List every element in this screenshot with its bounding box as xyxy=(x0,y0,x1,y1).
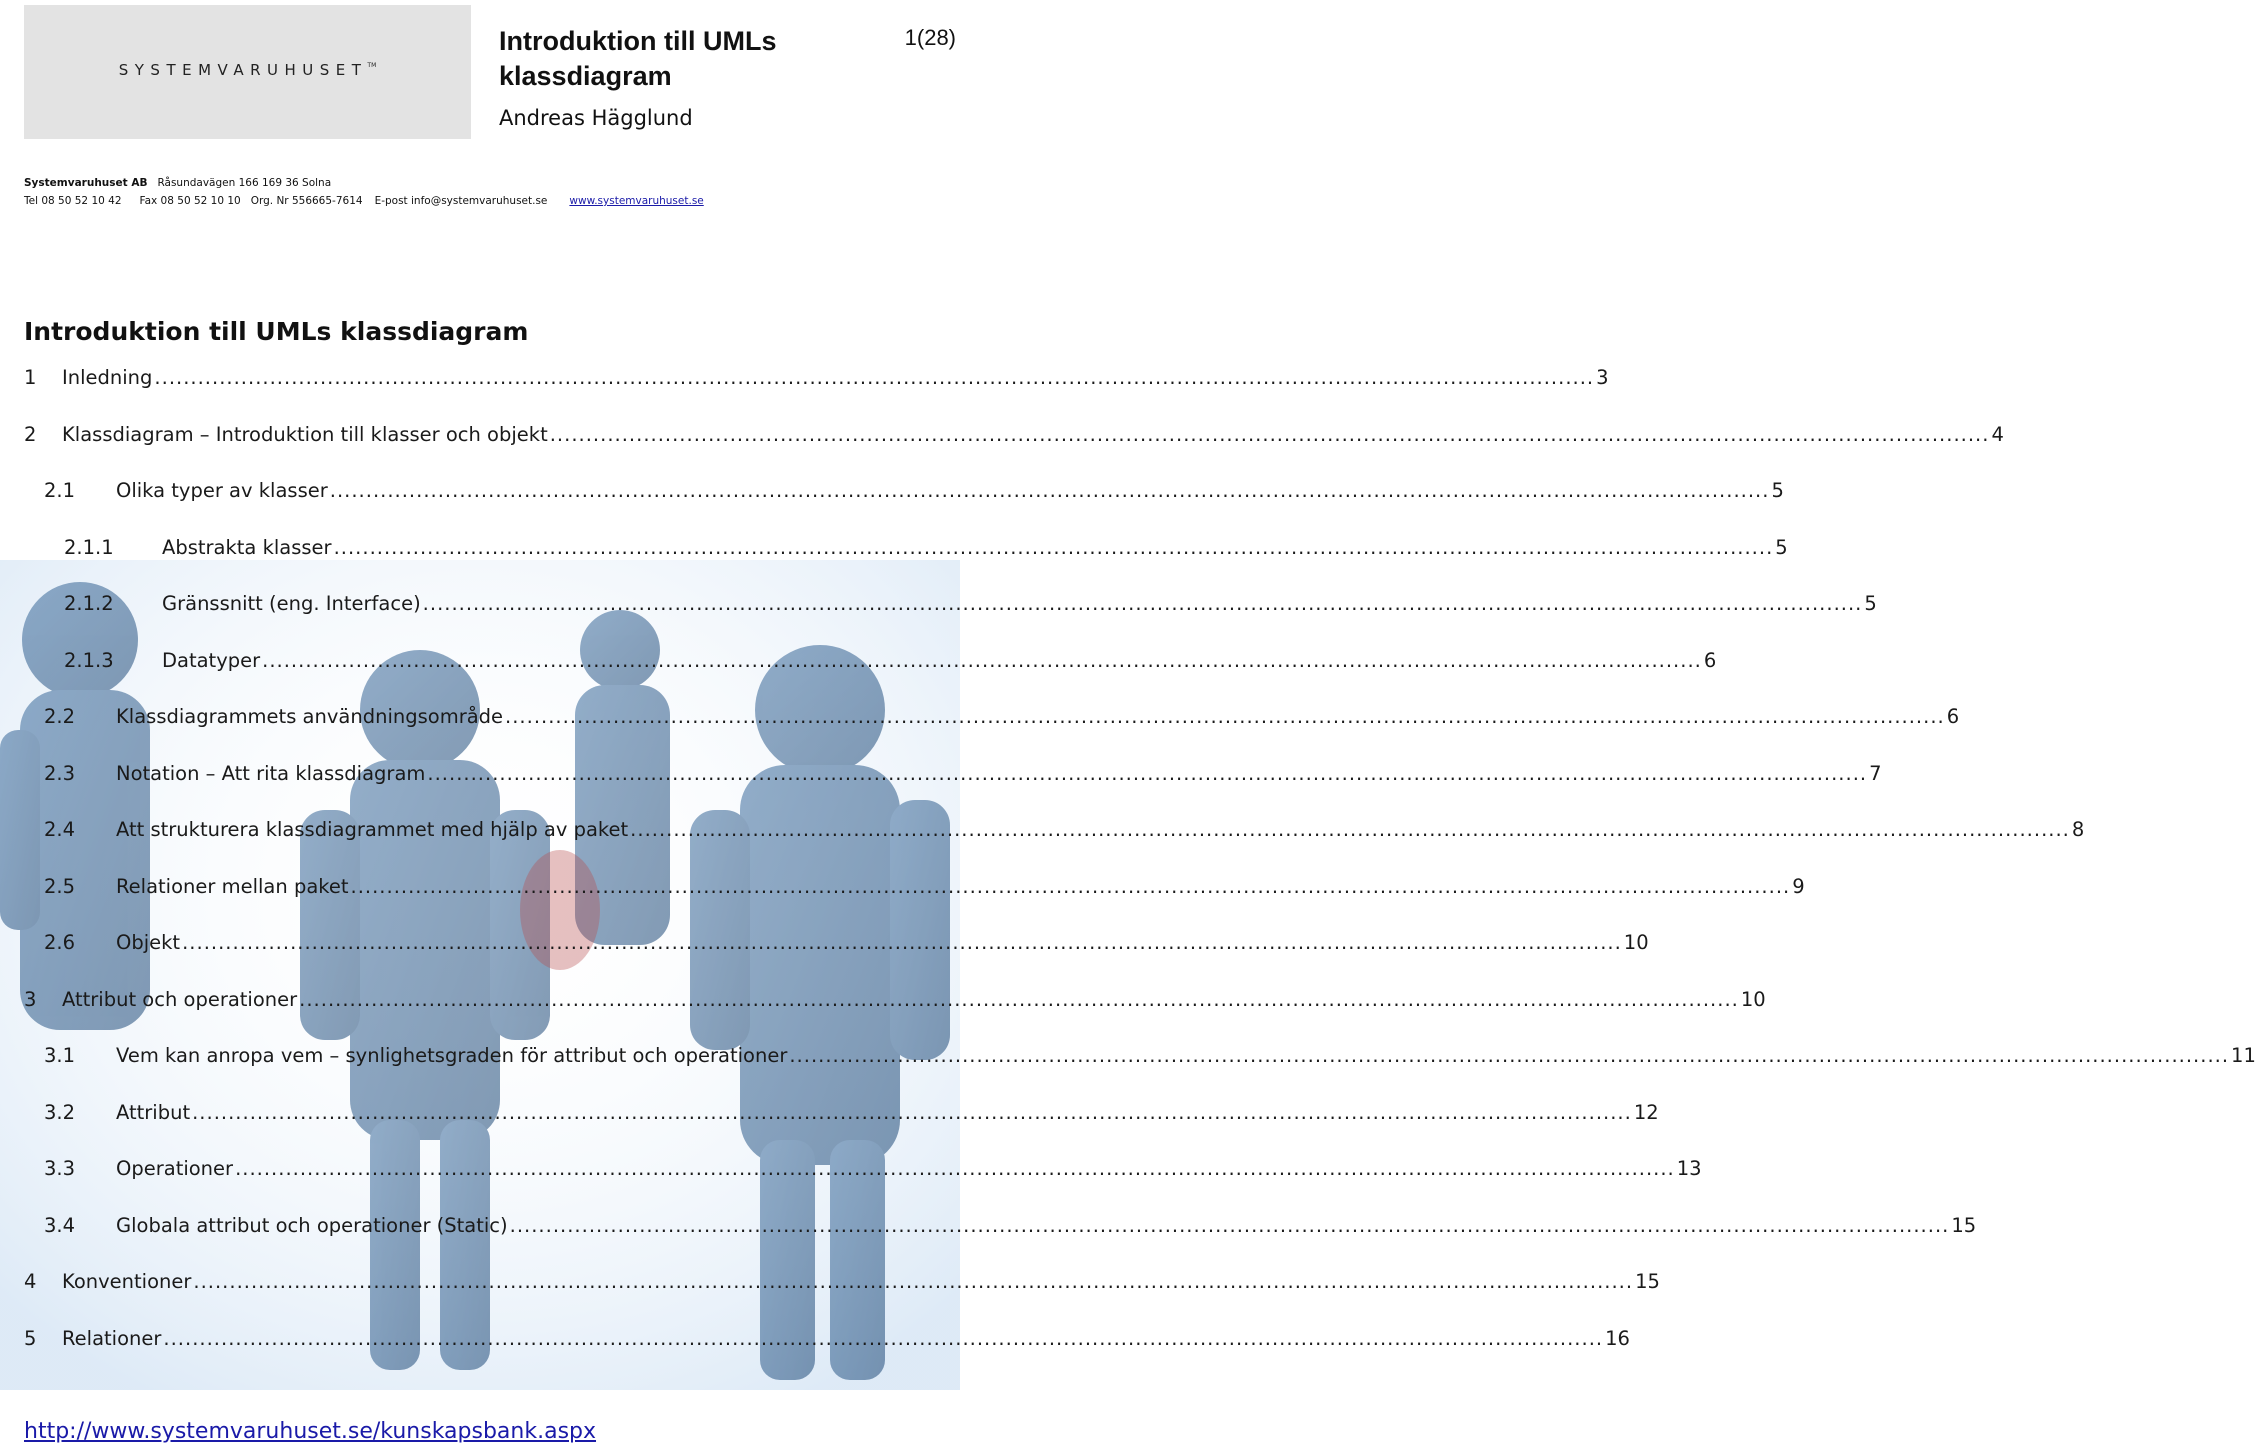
toc-entry[interactable] xyxy=(44,1044,2256,1074)
toc-entry[interactable] xyxy=(64,649,1717,679)
toc-entry-number: 2.4 xyxy=(44,818,76,841)
logo-wordmark: SYSTEMVARUHUSET xyxy=(118,61,368,79)
telephone: Tel 08 50 52 10 42 xyxy=(24,195,122,207)
toc-entry-page: 15 xyxy=(1951,1214,1977,1237)
company-name: Systemvaruhuset AB xyxy=(24,177,148,189)
toc-entry-number: 2.1 xyxy=(44,479,76,502)
toc-entry-page: 15 xyxy=(1635,1270,1660,1293)
toc-entry-number: 3.2 xyxy=(44,1101,76,1124)
toc-entry-number: 2.1.1 xyxy=(64,536,114,559)
toc-entry-title: Olika typer av klasser xyxy=(116,479,328,502)
contact-row-details xyxy=(24,192,704,210)
toc-entry-title: Attribut och operationer xyxy=(62,988,298,1011)
toc-entry[interactable] xyxy=(24,988,1766,1018)
toc-entry-title: Relationer xyxy=(62,1327,162,1350)
toc-entry-title: Globala attribut och operationer (Static) xyxy=(116,1214,508,1237)
toc-entry-number: 2.2 xyxy=(44,705,76,728)
toc-entry-number: 2.1.3 xyxy=(64,649,114,672)
toc-entry-page: 7 xyxy=(1869,762,1882,785)
toc-entry-page: 6 xyxy=(1703,649,1717,672)
toc-entry-title: Datatyper xyxy=(162,649,261,672)
document-title: Introduktion till UMLs klassdiagram xyxy=(499,26,777,91)
toc-leader-dots: ........................................................................................................................................................................................................ xyxy=(509,1214,1950,1237)
toc-entry-title: Relationer mellan paket xyxy=(116,875,349,898)
toc-entry[interactable] xyxy=(24,423,2004,453)
toc-leader-dots: ........................................................................................................................................................................................................ xyxy=(235,1157,1675,1180)
toc-entry-title: Notation – Att rita klassdiagram xyxy=(116,762,426,785)
email: E-post info@systemvaruhuset.se xyxy=(374,195,548,207)
toc-entry-number: 3.1 xyxy=(44,1044,76,1067)
toc-entry-page: 5 xyxy=(1771,479,1784,502)
toc-entry-title: Vem kan anropa vem – synlighetsgraden för attribut och operationer xyxy=(116,1044,788,1067)
toc-entry-page: 16 xyxy=(1605,1327,1630,1350)
toc-entry-title: Operationer xyxy=(116,1157,234,1180)
toc-entry-page: 9 xyxy=(1792,875,1805,898)
toc-leader-dots: ........................................................................................................................................................................................................ xyxy=(630,818,2070,841)
footer-link[interactable]: http://www.systemvaruhuset.se/kunskapsbank.aspx xyxy=(24,1419,597,1444)
toc-entry-number: 2.5 xyxy=(44,875,76,898)
toc-entry-number: 3 xyxy=(24,988,37,1011)
page-number: 1(28) xyxy=(904,25,956,50)
website-link[interactable]: www.systemvaruhuset.se xyxy=(569,195,704,207)
toc-entry[interactable] xyxy=(44,1157,1702,1187)
toc-entry-title: Gränssnitt (eng. Interface) xyxy=(162,592,421,615)
toc-entry[interactable] xyxy=(44,818,2085,848)
toc-entry-title: Konventioner xyxy=(62,1270,192,1293)
toc-leader-dots: ........................................................................................................................................................................................................ xyxy=(505,705,1945,728)
toc-entry-number: 2.6 xyxy=(44,931,76,954)
toc-entry-number: 2.3 xyxy=(44,762,76,785)
toc-heading: Introduktion till UMLs klassdiagram xyxy=(24,317,529,346)
toc-entry-page: 10 xyxy=(1740,988,1766,1011)
toc-leader-dots: ........................................................................................................................................................................................................ xyxy=(299,988,1739,1011)
toc-entry[interactable] xyxy=(44,875,1805,905)
toc-entry-number: 1 xyxy=(24,366,37,389)
toc-entry-page: 3 xyxy=(1596,366,1609,389)
toc-leader-dots: ........................................................................................................................................................................................................ xyxy=(192,1101,1632,1124)
toc-entry-number: 2.1.2 xyxy=(64,592,114,615)
toc-leader-dots: ........................................................................................................................................................................................................ xyxy=(329,479,1770,502)
toc-entry-page: 6 xyxy=(1946,705,1960,728)
company-logo xyxy=(24,5,471,139)
toc-leader-dots: ........................................................................................................................................................................................................ xyxy=(549,423,1990,446)
toc-leader-dots: ........................................................................................................................................................................................................ xyxy=(163,1327,1604,1350)
toc-entry-number: 4 xyxy=(24,1270,37,1293)
toc-leader-dots: ........................................................................................................................................................................................................ xyxy=(262,649,1702,672)
toc-entry-title: Att strukturera klassdiagrammet med hjälp av paket xyxy=(116,818,629,841)
toc-entry[interactable] xyxy=(44,762,1882,792)
toc-entry[interactable] xyxy=(64,592,1877,622)
toc-entry-title: Inledning xyxy=(62,366,153,389)
toc-entry[interactable] xyxy=(44,479,1784,509)
background-illustration xyxy=(0,560,960,1390)
toc-entry-title: Klassdiagrammets användningsområde xyxy=(116,705,504,728)
toc-entry-title: Abstrakta klasser xyxy=(162,536,332,559)
toc-entry-page: 13 xyxy=(1676,1157,1702,1180)
toc-leader-dots: ........................................................................................................................................................................................................ xyxy=(350,875,1791,898)
toc-entry[interactable] xyxy=(44,705,1960,735)
toc-leader-dots: ........................................................................................................................................................................................................ xyxy=(154,366,1595,389)
toc-leader-dots: ........................................................................................................................................................................................................ xyxy=(333,536,1774,559)
toc-leader-dots: ........................................................................................................................................................................................................ xyxy=(427,762,1868,785)
toc-entry-title: Klassdiagram – Introduktion till klasser och objekt xyxy=(62,423,548,446)
toc-leader-dots: ........................................................................................................................................................................................................ xyxy=(182,931,1622,954)
address: Råsundavägen 166 169 36 Solna xyxy=(157,177,332,189)
toc-entry[interactable] xyxy=(44,931,1649,961)
toc-entry[interactable] xyxy=(44,1101,1659,1131)
trademark-mark: TM xyxy=(367,62,377,69)
toc-entry[interactable] xyxy=(44,1214,1977,1244)
toc-entry[interactable] xyxy=(24,1327,1630,1357)
toc-entry-page: 8 xyxy=(2071,818,2085,841)
fax: Fax 08 50 52 10 10 xyxy=(139,195,241,207)
toc-entry-page: 5 xyxy=(1775,536,1788,559)
author-name: Andreas Hägglund xyxy=(499,106,693,130)
toc-entry-page: 10 xyxy=(1623,931,1649,954)
toc-entry[interactable] xyxy=(64,536,1788,566)
contact-row-address xyxy=(24,174,704,192)
contact-block xyxy=(24,174,704,210)
toc-entry-page: 11 xyxy=(2231,1044,2256,1067)
toc-entry[interactable] xyxy=(24,366,1609,396)
toc-entry-number: 5 xyxy=(24,1327,37,1350)
toc-entry-page: 4 xyxy=(1991,423,2004,446)
toc-leader-dots: ........................................................................................................................................................................................................ xyxy=(422,592,1863,615)
toc-entry-title: Objekt xyxy=(116,931,181,954)
toc-entry-page: 5 xyxy=(1864,592,1877,615)
toc-entry-page: 12 xyxy=(1633,1101,1659,1124)
toc-entry-number: 3.3 xyxy=(44,1157,76,1180)
toc-leader-dots: ........................................................................................................................................................................................................ xyxy=(789,1044,2230,1067)
org-number: Org. Nr 556665-7614 xyxy=(250,195,363,207)
toc-entry-number: 2 xyxy=(24,423,37,446)
toc-entry-number: 3.4 xyxy=(44,1214,76,1237)
toc-leader-dots: ........................................................................................................................................................................................................ xyxy=(193,1270,1634,1293)
toc-entry-title: Attribut xyxy=(116,1101,191,1124)
toc-entry[interactable] xyxy=(24,1270,1660,1300)
